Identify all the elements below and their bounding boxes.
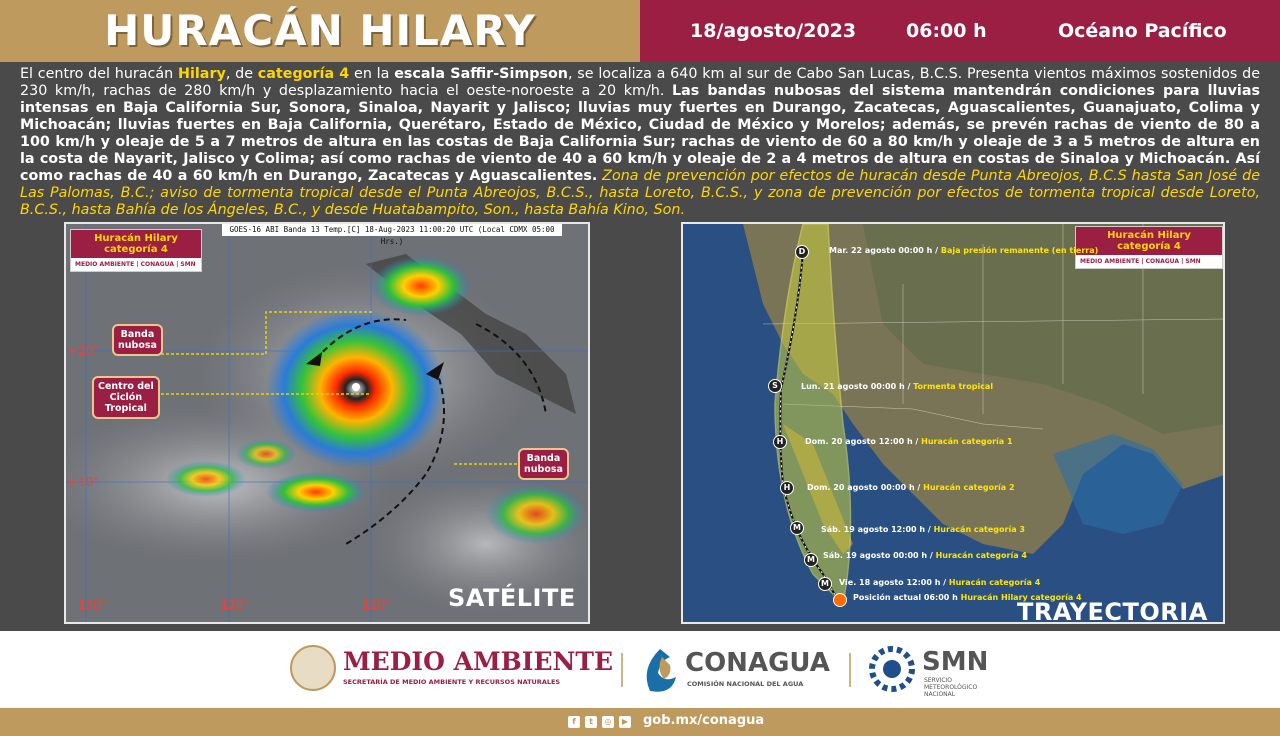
smn-subtitle: SERVICIO METEOROLÓGICO NACIONAL xyxy=(924,677,978,698)
bulletin-time: 06:00 h xyxy=(906,20,987,42)
facebook-icon[interactable]: f xyxy=(568,716,580,728)
instagram-icon[interactable]: ◎ xyxy=(602,716,614,728)
trajectory-label: TRAYECTORIA xyxy=(1017,598,1208,624)
semarnat-subtitle: SECRETARÍA DE MEDIO AMBIENTE Y RECURSOS NATURALES xyxy=(343,678,561,686)
lat-label-10: +10° xyxy=(68,475,100,489)
mini-semarnat: MEDIO AMBIENTE xyxy=(75,261,135,268)
trajectory-panel xyxy=(681,222,1225,624)
track-label xyxy=(829,246,1098,255)
track-status: Tormenta tropical xyxy=(913,382,994,391)
bulletin-p5: en la xyxy=(349,66,395,82)
mini-smn-2: SMN xyxy=(1185,258,1201,265)
track-marker: M xyxy=(790,521,804,535)
footer-link[interactable]: gob.mx/conagua xyxy=(643,713,765,728)
lat-label-20: +20° xyxy=(68,344,100,358)
mini-conagua-2: CONAGUA xyxy=(1145,258,1180,265)
bulletin-p3: , de xyxy=(225,66,258,82)
track-marker: D xyxy=(795,245,809,259)
mini-semarnat-2: MEDIO AMBIENTE xyxy=(1080,258,1140,265)
youtube-icon[interactable]: ▶ xyxy=(619,716,631,728)
info-banner xyxy=(640,0,1280,62)
storm-category: categoría 4 xyxy=(257,66,350,82)
track-date: Sáb. 19 agosto 12:00 h / xyxy=(821,525,934,534)
bulletin-p7: , se localiza a 640 km al sur de Cabo San Lucas, B.C.S. Presenta vientos máximos sostenidos de 230 km/h, rachas de 280 km/h y desplazamiento hacia el oeste-noroeste a 20 km/h. xyxy=(20,66,1261,99)
tag-banda-nubosa-1: Banda nubosa xyxy=(112,324,163,356)
satellite-caption: GOES-16 ABI Banda 13 Temp.[C] 18-Aug-2023 11:00:20 UTC (Local CDMX 05:00 Hrs.) xyxy=(222,224,562,236)
track-label xyxy=(807,483,1015,492)
trajectory-map xyxy=(683,224,1225,624)
bulletin-p1: El centro del huracán xyxy=(20,66,179,82)
header xyxy=(0,0,1280,62)
track-date: Mar. 22 agosto 00:00 h / xyxy=(829,246,941,255)
tag-centro-ciclon: Centro del Ciclón Tropical xyxy=(92,376,160,419)
mini-conagua: CONAGUA xyxy=(140,261,175,268)
track-label xyxy=(805,437,1013,446)
page-title: HURACÁN HILARY xyxy=(104,6,536,55)
track-marker xyxy=(833,593,847,607)
track-status: Huracán Hilary categoría 4 xyxy=(957,593,1082,602)
track-date: Dom. 20 agosto 00:00 h / xyxy=(807,483,924,492)
ocean-basin: Océano Pacífico xyxy=(1058,20,1227,42)
track-date: Lun. 21 agosto 00:00 h / xyxy=(801,382,914,391)
lon-label-110: -110° xyxy=(358,598,392,612)
track-marker: S xyxy=(768,379,782,393)
track-status: Huracán categoría 2 xyxy=(923,483,1015,492)
track-marker: M xyxy=(818,577,832,591)
track-status: Huracán categoría 4 xyxy=(935,551,1027,560)
trajectory-legend-title: Huracán Hilary categoría 4 xyxy=(1076,227,1222,255)
satellite-panel xyxy=(64,222,590,624)
track-status: Huracán categoría 4 xyxy=(948,578,1041,587)
lon-label-120: -120° xyxy=(216,598,250,612)
mini-smn: SMN xyxy=(180,261,196,268)
storm-name: Hilary xyxy=(178,66,226,82)
track-label xyxy=(821,525,1025,534)
track-label xyxy=(839,578,1040,587)
logos-graphics xyxy=(0,631,1280,708)
track-status: Huracán categoría 3 xyxy=(933,525,1025,534)
conagua-logo: CONAGUA xyxy=(685,648,830,678)
track-label xyxy=(801,382,993,391)
track-label xyxy=(823,551,1027,560)
satellite-label: SATÉLITE xyxy=(448,584,576,612)
satellite-image xyxy=(66,224,590,624)
trajectory-legend-logos: MEDIO AMBIENTE | CONAGUA | SMN xyxy=(1080,258,1201,265)
semarnat-logo: MEDIO AMBIENTE xyxy=(343,647,614,676)
conagua-subtitle: COMISIÓN NACIONAL DEL AGUA xyxy=(687,680,804,688)
smn-logo: SMN xyxy=(922,647,989,677)
track-date: Sáb. 19 agosto 00:00 h / xyxy=(823,551,936,560)
satellite-legend xyxy=(70,229,202,272)
track-status: Huracán categoría 1 xyxy=(921,437,1013,446)
bulletin-text xyxy=(20,66,1260,219)
track-marker: H xyxy=(780,481,794,495)
logos-bar xyxy=(0,631,1280,708)
satellite-legend-logos: MEDIO AMBIENTE | CONAGUA | SMN xyxy=(75,261,196,268)
tag-banda-nubosa-2: Banda nubosa xyxy=(518,448,569,480)
track-status: Baja presión remanente (en tierra) xyxy=(940,246,1099,255)
rain-forecast: Las bandas nubosas del sistema mantendrán condiciones para lluvias intensas en Baja California Sur, Sonora, Sinaloa, Nayarit y Jalisco; lluvias muy fuertes en Durango, Zacatecas, Aguascalientes, Guanajuato, Colima y Michoacán; lluvias fuertes en Baja California, Querétaro, Estado de México, Ciudad de México y Morelos; además, se prevén rachas de viento de 80 a 100 km/h y oleaje de 5 a 7 metros de altura en las costas de Baja California Sur; rachas de viento de 60 a 80 km/h y oleaje de 3 a 5 metros de altura en la costa de Nayarit, Jalisco y Colima; así como rachas de viento de 40 a 60 km/h y oleaje de 2 a 4 metros de altura en costas de Sinaloa y Michoacán. Así como rachas de 40 a 60 km/h en Durango, Zacatecas y Aguascalientes. xyxy=(20,83,1260,184)
track-date: Dom. 20 agosto 12:00 h / xyxy=(805,437,922,446)
title-banner xyxy=(0,0,640,62)
track-date: Vie. 18 agosto 12:00 h / xyxy=(839,578,949,587)
track-marker: M xyxy=(804,553,818,567)
track-date: Posición actual 06:00 h xyxy=(853,593,958,602)
track-marker: H xyxy=(773,435,787,449)
warnings-text: Zona de prevención por efectos de huracán desde Punta Abreojos, B.C.S hasta San José de Las Palomas, B.C.; aviso de tormenta tropical desde el Punta Abreojos, B.C.S., hasta Loreto, B.C.S., y zona de prevención por efectos de tormenta tropical desde Loreto, B.C.S., hasta Bahía de los Ángeles, B.C., y desde Huatabampito, Son., hasta Bahía Kino, Son. xyxy=(20,168,1260,218)
satellite-legend-title: Huracán Hilary categoría 4 xyxy=(71,230,201,258)
scale-name: escala Saffir-Simpson xyxy=(394,66,568,82)
lon-label-130: -130° xyxy=(74,598,108,612)
bulletin-date: 18/agosto/2023 xyxy=(690,20,857,42)
footer xyxy=(0,708,1280,736)
twitter-icon[interactable]: t xyxy=(585,716,597,728)
